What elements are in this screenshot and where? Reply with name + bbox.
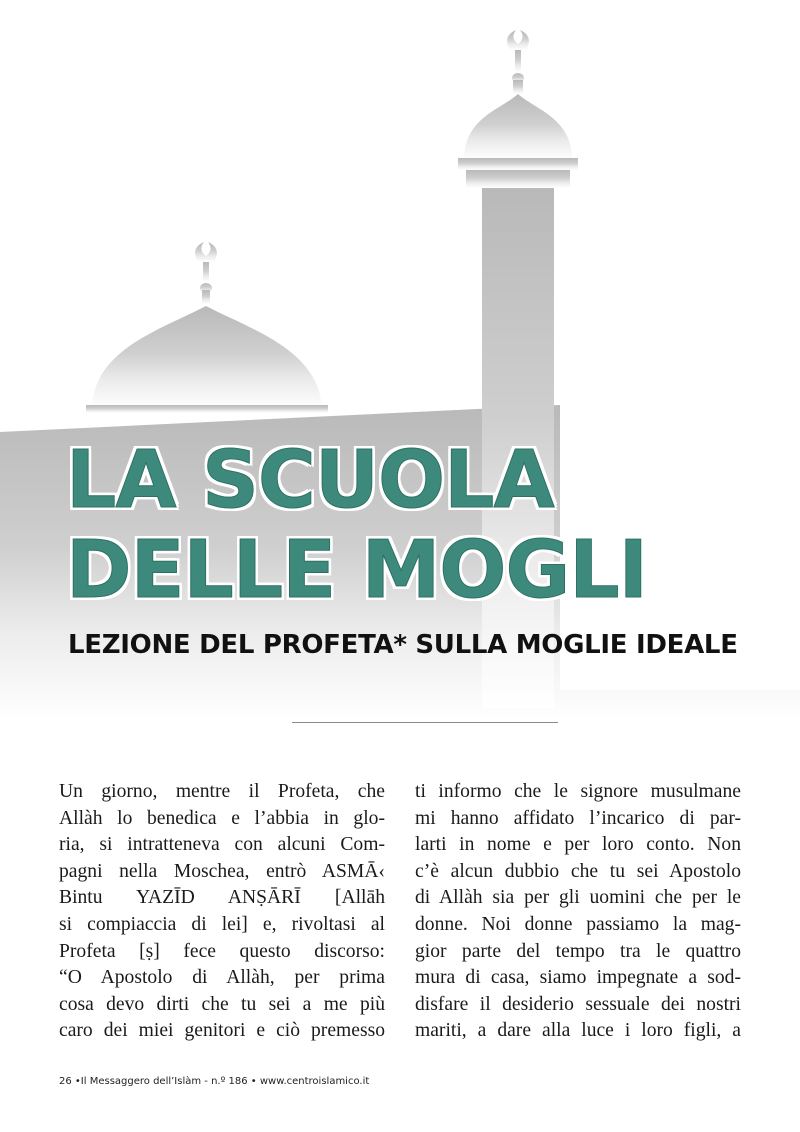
body-line: mi hanno affidato l’incarico di par- <box>415 807 741 829</box>
body-line: Bintu YAZĪD ANṢĀRĪ [Allāh <box>59 887 385 909</box>
body-line: caro dei miei genitori e ciò premesso <box>59 1020 385 1042</box>
body-line: disfare il desiderio sessuale dei nostri <box>415 993 741 1015</box>
page-footer: 26 •Il Messaggero dell’Islàm - n.º 186 • www.centroislamico.it <box>59 1076 370 1087</box>
body-line: gior parte del tempo tra le quattro <box>415 940 741 962</box>
body-line: Profeta [ṣ] fece questo discorso: <box>59 940 385 962</box>
body-line: Un giorno, mentre il Profeta, che <box>59 781 385 802</box>
title-line-2: DELLE MOGLI <box>66 524 648 616</box>
body-line: si compiaccia di lei] e, rivoltasi al <box>59 913 385 935</box>
body-line: ria, si intratteneva con alcuni Com- <box>59 834 385 856</box>
body-line: “O Apostolo di Allàh, per prima <box>59 967 385 989</box>
body-line: mariti, a dare alla luce i loro figli, a <box>415 1020 741 1042</box>
body-line: mura di casa, siamo impegnate a sod- <box>415 967 741 989</box>
body-column-right <box>415 779 741 1045</box>
body-line: ti informo che le signore musulmane <box>415 781 741 802</box>
body-line: pagni nella Moschea, entrò ASMĀ‹ <box>59 860 385 882</box>
title-line-1: LA SCUOLA <box>66 434 554 526</box>
body-column-left <box>59 779 385 1045</box>
body-line: c’è alcun dubbio che tu sei Apostolo <box>415 860 741 882</box>
body-line: cosa devo dirti che tu sei a me più <box>59 993 385 1015</box>
body-line: Allàh lo benedica e l’abbia in glo- <box>59 807 385 829</box>
body-line: donne. Noi donne passiamo la mag- <box>415 913 741 935</box>
article-subtitle: LEZIONE DEL PROFETA* SULLA MOGLIE IDEALE <box>68 630 738 660</box>
body-line: di Allàh sia per gli uomini che per le <box>415 887 741 909</box>
body-line: larti in nome e per loro conto. Non <box>415 834 741 856</box>
divider-rule <box>292 722 558 723</box>
